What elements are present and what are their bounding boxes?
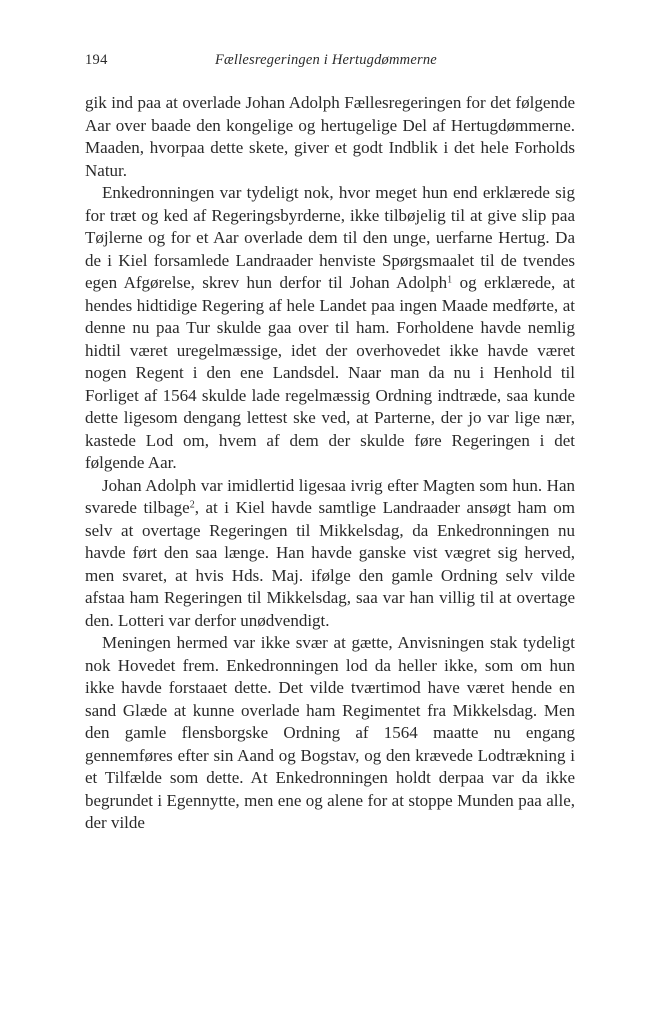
- body-text: [85, 92, 575, 835]
- running-header: [85, 52, 575, 74]
- paragraph-4: [85, 632, 575, 835]
- paragraph-1: [85, 92, 575, 182]
- paragraph-text: og erklærede, at hendes hidtidige Regering af hele Landet paa ingen Maade medførte, at denne nu paa Tur skulde gaa over til ham. Forholdene havde nemlig hidtil været uregelmæssige, idet der overhovedet ikke havde været nogen Regent i den ene Landsdel. Naar man da nu i Henhold til Forliget af 1564 skulde lade regelmæssig Ordning indtræde, saa kunde dette ligesom dengang lettest ske ved, at Parterne, der jo var lige nær, kastede Lod om, hvem af dem der skulde føre Regeringen i det følgende Aar.: [85, 273, 575, 472]
- footnote-marker: 2: [189, 499, 195, 511]
- running-title: Fællesregeringen i Hertugdømmerne: [215, 52, 437, 68]
- paragraph-text: Johan Adolph var imidlertid ligesaa ivrig efter Magten som hun. Han svarede tilbage: [85, 475, 575, 517]
- paragraph-2: [85, 182, 575, 475]
- footnote-marker: 1: [447, 274, 453, 286]
- paragraph-text: , at i Kiel havde samtlige Landraader ansøgt ham om selv at overtage Regeringen til Mikkelsdag, da Enkedronningen nu havde ført den saa længe. Han havde ganske vist vægret sig herved, men svaret, at hvis Hds. Maj. ifølge den gamle Ordning selv vilde afstaa ham Regeringen til Mikkelsdag, saa var han villig til at overtage den. Lotteri var derfor unødvendigt.: [85, 498, 575, 630]
- paragraph-text: Enkedronningen var tydeligt nok, hvor meget hun end erklærede sig for træt og ked af Regeringsbyrderne, ikke tilbøjelig til at give slip paa Tøjlerne og for et Aar overlade dem til den unge, uerfarne Hertug. Da de i Kiel forsamlede Landraader henviste Spørgsmaalet til de tvendes egen Afgørelse, skrev hun derfor til Johan Adolph: [85, 183, 575, 292]
- paragraph-text: gik ind paa at overlade Johan Adolph Fællesregeringen for det følgende Aar over baade den kongelige og hertugelige Del af Hertugdømmerne. Maaden, hvorpaa dette skete, giver et godt Indblik i det hele Forholds Natur.: [85, 93, 575, 180]
- paragraph-text: Meningen hermed var ikke svær at gætte, Anvisningen stak tydeligt nok Hovedet frem. Enkedronningen lod da heller ikke, som om hun ikke havde forstaaet dette. Det vilde tværtimod have været hende en sand Glæde at kunne overlade ham Regimentet fra Mikkelsdag. Men den gamle flensborgske Ordning af 1564 maatte nu engang gennemføres efter sin Aand og Bogstav, og den krævede Lodtrækning i et Tilfælde som dette. At Enkedronningen holdt derpaa var da ikke begrundet i Egennytte, men ene og alene for at stoppe Munden paa alle, der vilde: [85, 633, 575, 832]
- paragraph-3: [85, 475, 575, 633]
- page-number: 194: [85, 52, 108, 68]
